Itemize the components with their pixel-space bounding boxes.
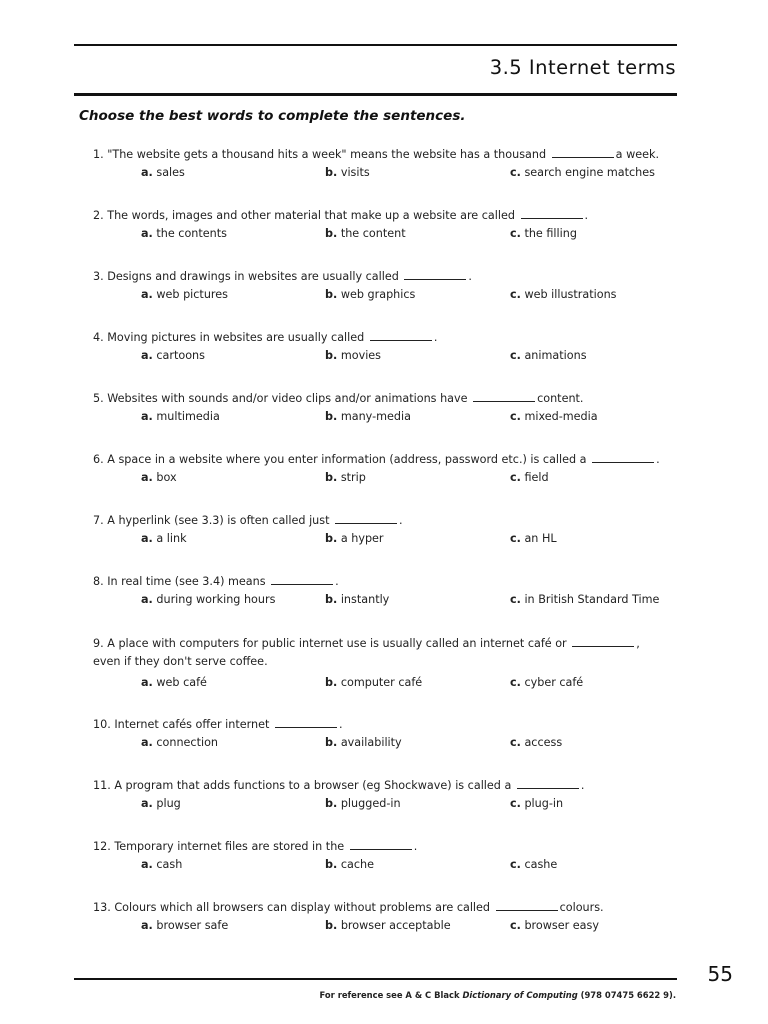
option-text: plug bbox=[156, 797, 181, 810]
option-text: plug-in bbox=[524, 797, 564, 810]
stem-text: 3. Designs and drawings in websites are usually called bbox=[93, 270, 399, 283]
option-letter: c. bbox=[510, 593, 521, 606]
option-letter: b. bbox=[325, 593, 338, 606]
stem-text: 2. The words, images and other material that make up a website are called bbox=[93, 209, 515, 222]
option-text: cashe bbox=[524, 858, 558, 871]
option-letter: c. bbox=[510, 797, 521, 810]
option-text: browser safe bbox=[156, 919, 229, 932]
stem-text: 9. A place with computers for public internet use is usually called an internet café or bbox=[93, 637, 567, 650]
option-letter: b. bbox=[325, 349, 338, 362]
option-text: access bbox=[524, 736, 563, 749]
stem-text-after: . bbox=[335, 575, 339, 588]
answer-blank[interactable] bbox=[271, 573, 333, 585]
option-text: in British Standard Time bbox=[524, 593, 660, 606]
option-text: strip bbox=[340, 471, 366, 484]
answer-blank[interactable] bbox=[496, 899, 558, 911]
option-a[interactable] bbox=[141, 166, 185, 180]
option-letter: b. bbox=[325, 227, 338, 240]
stem-text-after: . bbox=[468, 270, 472, 283]
option-letter: a. bbox=[141, 532, 153, 545]
option-c[interactable] bbox=[510, 532, 557, 546]
option-c[interactable] bbox=[510, 919, 599, 933]
option-text: the contents bbox=[156, 227, 227, 240]
option-letter: c. bbox=[510, 736, 521, 749]
stem-text: 6. A space in a website where you enter information (address, password etc.) is called a bbox=[93, 453, 587, 466]
instructions: Choose the best words to complete the sentences. bbox=[79, 108, 466, 124]
stem-text-after: content. bbox=[537, 392, 584, 405]
option-b[interactable] bbox=[325, 349, 381, 363]
option-a[interactable] bbox=[141, 410, 220, 424]
answer-blank[interactable] bbox=[521, 207, 583, 219]
option-letter: b. bbox=[325, 858, 338, 871]
option-text: cartoons bbox=[156, 349, 205, 362]
answer-blank[interactable] bbox=[370, 329, 432, 341]
option-a[interactable] bbox=[141, 797, 181, 811]
option-b[interactable] bbox=[325, 797, 401, 811]
option-text: mixed-media bbox=[524, 410, 598, 423]
stem-text-after: colours. bbox=[559, 901, 604, 914]
stem-text: 8. In real time (see 3.4) means bbox=[93, 575, 266, 588]
question-stem bbox=[93, 329, 437, 345]
option-c[interactable] bbox=[510, 858, 557, 872]
answer-blank[interactable] bbox=[275, 716, 337, 728]
option-letter: b. bbox=[325, 288, 338, 301]
option-b[interactable] bbox=[325, 288, 415, 302]
option-c[interactable] bbox=[510, 227, 577, 241]
option-a[interactable] bbox=[141, 471, 177, 485]
option-letter: b. bbox=[325, 532, 338, 545]
option-text: cash bbox=[156, 858, 183, 871]
option-letter: c. bbox=[510, 676, 521, 689]
answer-blank[interactable] bbox=[572, 635, 634, 647]
option-letter: c. bbox=[510, 471, 521, 484]
option-letter: b. bbox=[325, 736, 338, 749]
answer-blank[interactable] bbox=[517, 777, 579, 789]
option-text: web café bbox=[156, 676, 207, 689]
option-letter: a. bbox=[141, 736, 153, 749]
option-letter: a. bbox=[141, 593, 153, 606]
option-text: web illustrations bbox=[524, 288, 617, 301]
option-a[interactable] bbox=[141, 593, 275, 607]
option-b[interactable] bbox=[325, 227, 406, 241]
option-c[interactable] bbox=[510, 676, 583, 690]
option-text: during working hours bbox=[156, 593, 276, 606]
option-a[interactable] bbox=[141, 288, 228, 302]
unit-title: 3.5 Internet terms bbox=[489, 56, 676, 79]
option-b[interactable] bbox=[325, 736, 402, 750]
question-stem bbox=[93, 838, 417, 854]
stem-text: 13. Colours which all browsers can display without problems are called bbox=[93, 901, 491, 914]
option-letter: b. bbox=[325, 676, 338, 689]
stem-text: 11. A program that adds functions to a browser (eg Shockwave) is called a bbox=[93, 779, 512, 792]
option-a[interactable] bbox=[141, 919, 228, 933]
reference-after: (978 07475 6622 9). bbox=[580, 990, 676, 1000]
stem-text-after: . bbox=[433, 331, 438, 344]
option-letter: a. bbox=[141, 288, 153, 301]
option-text: multimedia bbox=[156, 410, 220, 423]
option-letter: c. bbox=[510, 288, 521, 301]
option-b[interactable] bbox=[325, 593, 389, 607]
option-a[interactable] bbox=[141, 676, 207, 690]
option-text: many-media bbox=[340, 410, 411, 423]
option-text: an HL bbox=[524, 532, 557, 545]
option-c[interactable] bbox=[510, 593, 659, 607]
option-letter: a. bbox=[141, 919, 153, 932]
option-c[interactable] bbox=[510, 736, 562, 750]
top-rule bbox=[74, 44, 677, 46]
option-text: web graphics bbox=[340, 288, 416, 301]
option-letter: b. bbox=[325, 410, 338, 423]
stem-text: 10. Internet cafés offer internet bbox=[93, 718, 270, 731]
option-b[interactable] bbox=[325, 471, 366, 485]
stem-text-after: . bbox=[580, 779, 585, 792]
option-text: plugged-in bbox=[340, 797, 401, 810]
option-text: sales bbox=[156, 166, 185, 179]
question-stem bbox=[93, 899, 604, 915]
option-c[interactable] bbox=[510, 166, 655, 180]
answer-blank[interactable] bbox=[350, 838, 412, 850]
option-letter: a. bbox=[141, 410, 153, 423]
option-text: search engine matches bbox=[524, 166, 655, 179]
option-letter: c. bbox=[510, 166, 521, 179]
option-b[interactable] bbox=[325, 919, 451, 933]
option-letter: a. bbox=[141, 797, 153, 810]
option-text: box bbox=[156, 471, 177, 484]
option-letter: b. bbox=[325, 166, 338, 179]
option-a[interactable] bbox=[141, 532, 187, 546]
option-a[interactable] bbox=[141, 349, 205, 363]
question-stem bbox=[93, 512, 403, 528]
reference-note bbox=[320, 990, 676, 1000]
option-c[interactable] bbox=[510, 471, 549, 485]
answer-blank[interactable] bbox=[404, 268, 466, 280]
option-text: cyber café bbox=[524, 676, 584, 689]
question-stem bbox=[93, 777, 584, 793]
option-text: field bbox=[524, 471, 549, 484]
stem-text-after: a week. bbox=[615, 148, 660, 161]
stem-text-after: . bbox=[399, 514, 403, 527]
option-text: browser acceptable bbox=[340, 919, 451, 932]
option-text: a link bbox=[156, 532, 187, 545]
question-stem bbox=[93, 268, 472, 284]
option-text: connection bbox=[156, 736, 219, 749]
option-letter: c. bbox=[510, 410, 521, 423]
reference-title: Dictionary of Computing bbox=[462, 990, 578, 1000]
option-letter: b. bbox=[325, 919, 338, 932]
stem-text-after: . bbox=[413, 840, 418, 853]
stem-text-after: . bbox=[338, 718, 343, 731]
answer-blank[interactable] bbox=[335, 512, 397, 524]
question-stem bbox=[93, 207, 588, 223]
option-letter: c. bbox=[510, 532, 521, 545]
option-letter: a. bbox=[141, 676, 153, 689]
option-letter: c. bbox=[510, 858, 521, 871]
option-letter: b. bbox=[325, 797, 338, 810]
option-text: instantly bbox=[340, 593, 390, 606]
option-text: cache bbox=[340, 858, 374, 871]
question-stem bbox=[93, 635, 640, 651]
option-a[interactable] bbox=[141, 858, 182, 872]
option-letter: c. bbox=[510, 919, 521, 932]
option-letter: b. bbox=[325, 471, 338, 484]
question-stem bbox=[93, 390, 583, 406]
answer-blank[interactable] bbox=[592, 451, 654, 463]
option-c[interactable] bbox=[510, 288, 617, 302]
option-c[interactable] bbox=[510, 797, 563, 811]
option-c[interactable] bbox=[510, 349, 587, 363]
option-b[interactable] bbox=[325, 532, 384, 546]
option-text: web pictures bbox=[156, 288, 228, 301]
option-b[interactable] bbox=[325, 166, 370, 180]
stem-text-after: . bbox=[656, 453, 660, 466]
option-b[interactable] bbox=[325, 676, 422, 690]
option-text: visits bbox=[340, 166, 370, 179]
stem-text-after: , bbox=[636, 637, 640, 650]
option-letter: c. bbox=[510, 227, 521, 240]
option-text: movies bbox=[340, 349, 382, 362]
option-letter: c. bbox=[510, 349, 521, 362]
stem-text: 4. Moving pictures in websites are usually called bbox=[93, 331, 365, 344]
option-letter: a. bbox=[141, 858, 153, 871]
question-stem bbox=[93, 716, 343, 732]
option-letter: a. bbox=[141, 349, 153, 362]
question-stem bbox=[93, 451, 660, 467]
question-stem bbox=[93, 146, 659, 162]
option-text: availability bbox=[340, 736, 402, 749]
option-text: a hyper bbox=[340, 532, 384, 545]
stem-text-after: . bbox=[584, 209, 589, 222]
option-b[interactable] bbox=[325, 858, 374, 872]
option-letter: a. bbox=[141, 166, 153, 179]
option-c[interactable] bbox=[510, 410, 598, 424]
answer-blank[interactable] bbox=[552, 146, 614, 158]
title-rule bbox=[74, 93, 677, 96]
stem-text: 1. "The website gets a thousand hits a week" means the website has a thousand bbox=[93, 148, 547, 161]
option-text: animations bbox=[524, 349, 587, 362]
question-stem bbox=[93, 573, 339, 589]
page-number: 55 bbox=[707, 962, 733, 986]
option-text: computer café bbox=[340, 676, 423, 689]
option-a[interactable] bbox=[141, 736, 218, 750]
question-stem-line2: even if they don't serve coffee. bbox=[93, 655, 268, 668]
stem-text: 7. A hyperlink (see 3.3) is often called just bbox=[93, 514, 330, 527]
option-letter: a. bbox=[141, 227, 153, 240]
option-text: the content bbox=[340, 227, 406, 240]
reference-before: For reference see A & C Black bbox=[319, 990, 460, 1000]
stem-text: 12. Temporary internet files are stored in the bbox=[93, 840, 345, 853]
footer-rule bbox=[74, 978, 677, 980]
stem-text: 5. Websites with sounds and/or video clips and/or animations have bbox=[93, 392, 468, 405]
answer-blank[interactable] bbox=[473, 390, 535, 402]
option-text: browser easy bbox=[524, 919, 599, 932]
option-b[interactable] bbox=[325, 410, 411, 424]
option-a[interactable] bbox=[141, 227, 227, 241]
option-text: the filling bbox=[524, 227, 577, 240]
option-letter: a. bbox=[141, 471, 153, 484]
